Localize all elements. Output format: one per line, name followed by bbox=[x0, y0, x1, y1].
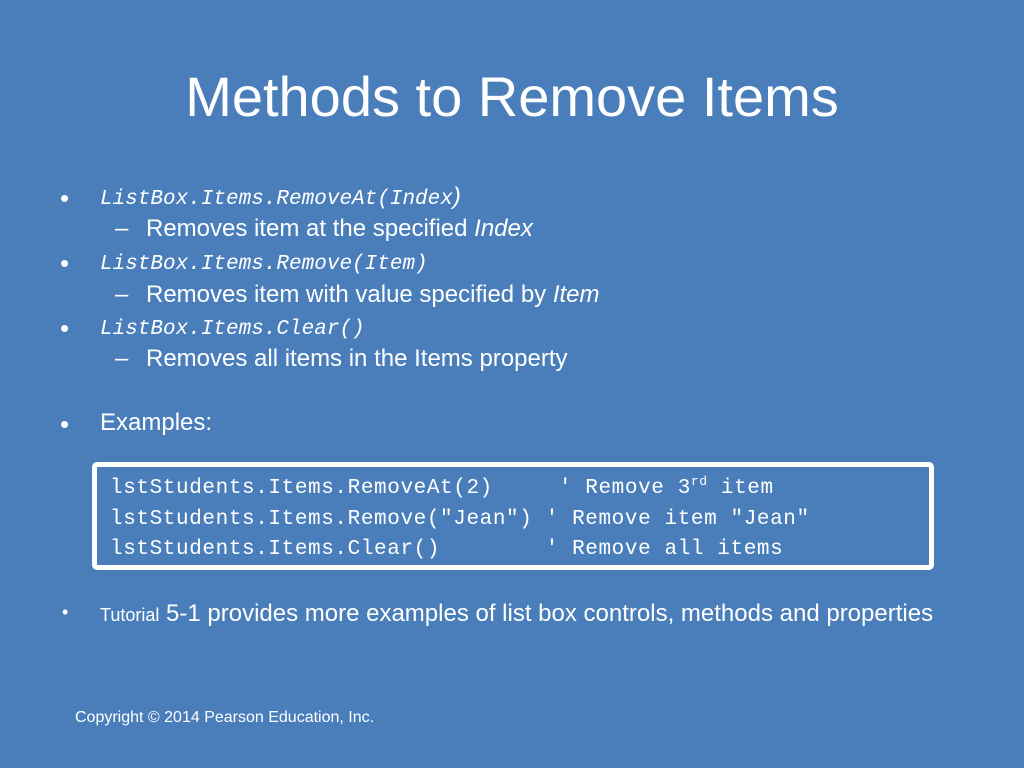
code-line: lstStudents.Items.Clear() ' Remove all items bbox=[110, 538, 784, 561]
code-example-box bbox=[92, 462, 934, 570]
method-clear bbox=[100, 313, 365, 341]
dash-icon: – bbox=[115, 281, 129, 308]
method-removeat bbox=[100, 183, 461, 211]
method-description: Removes all items in the Items property bbox=[146, 345, 568, 372]
method-remove bbox=[100, 248, 428, 276]
dash-icon: – bbox=[115, 345, 129, 372]
bullet-icon: • bbox=[60, 409, 70, 439]
bullet-icon: • bbox=[60, 248, 70, 278]
tutorial-note: Tutorial 5-1 provides more examples of list box controls, methods and properties bbox=[100, 600, 934, 627]
bullet-icon: • bbox=[60, 313, 70, 343]
bullet-icon: • bbox=[62, 602, 69, 622]
method-description: Removes item with value specified by Item bbox=[146, 281, 600, 308]
method-code: ListBox.Items.Clear() bbox=[100, 318, 365, 341]
code-line: lstStudents.Items.RemoveAt(2) ' Remove 3rd item bbox=[110, 474, 774, 500]
method-description: Removes item at the specified Index bbox=[146, 215, 533, 242]
bullet-icon: • bbox=[60, 183, 70, 213]
code-line: lstStudents.Items.Remove("Jean") ' Remove item "Jean" bbox=[110, 508, 810, 531]
dash-icon: – bbox=[115, 215, 129, 242]
examples-label: Examples: bbox=[100, 409, 213, 436]
slide-title: Methods to Remove Items bbox=[185, 65, 839, 128]
copyright-footer: Copyright © 2014 Pearson Education, Inc. bbox=[75, 709, 375, 726]
method-code: ListBox.Items.RemoveAt(Index bbox=[100, 188, 453, 211]
method-paren: ) bbox=[452, 183, 461, 210]
method-code: ListBox.Items.Remove(Item) bbox=[100, 253, 428, 276]
